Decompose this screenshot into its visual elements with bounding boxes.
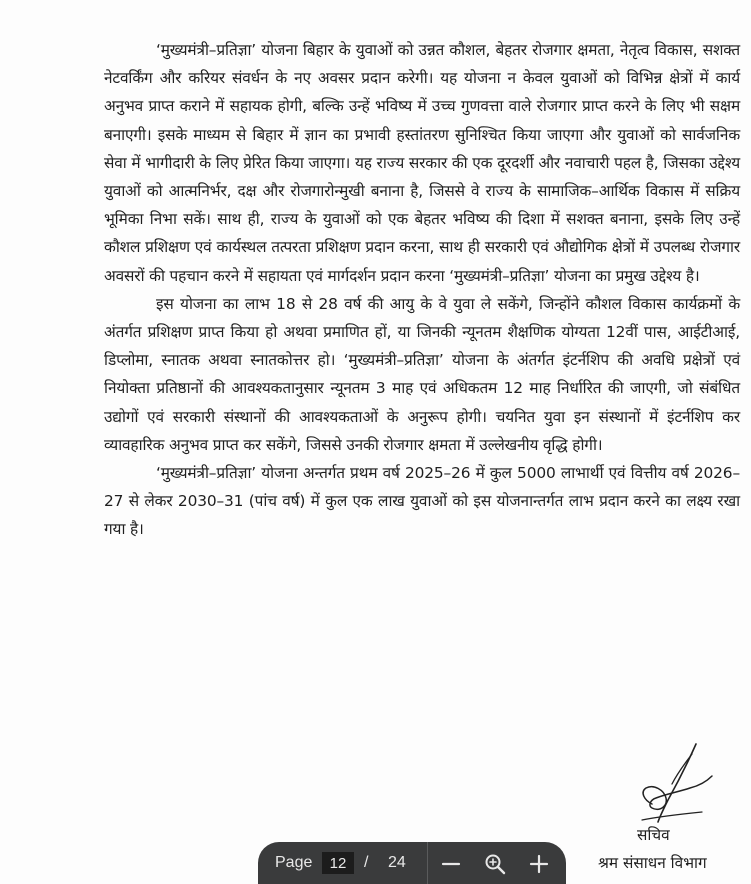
signature-block: [560, 740, 750, 880]
pdf-page-toolbar: [258, 842, 566, 884]
paragraph-1: ‘मुख्यमंत्री–प्रतिज्ञा’ योजना बिहार के युवाओं को उन्नत कौशल, बेहतर रोजगार क्षमता, नेतृत्व विकास, सशक्त नेटवर्किंग और करियर संवर्धन के नए अवसर प्रदान करेगी। यह योजना न केवल युवाओं को विभिन्न क्षेत्रों में कार्य अनुभव प्राप्त कराने में सहायक होगी, बल्कि उन्हें भविष्य में उच्च गुणवत्ता वाले रोजगार प्राप्त करने के लिए भी सक्षम बनाएगी। इसके माध्यम से बिहार में ज्ञान का प्रभावी हस्तांतरण सुनिश्चित किया जाएगा और युवाओं को सार्वजनिक सेवा में भागीदारी के लिए प्रेरित किया जाएगा। यह राज्य सरकार की एक दूरदर्शी और नवाचारी पहल है, जिसका उद्देश्य युवाओं को आत्मनिर्भर, दक्ष और रोजगारोन्मुखी बनाना है, जिससे वे राज्य के सामाजिक–आर्थिक विकास में सक्रिय भूमिका निभा सकें। साथ ही, राज्य के युवाओं को एक बेहतर भविष्य की दिशा में सशक्त बनाना, इसके लिए उन्हें कौशल प्रशिक्षण एवं कार्यस्थल तत्परता प्रशिक्षण प्रदान करना, साथ ही सरकारी एवं औद्योगिक क्षेत्रों में उपलब्ध रोजगार अवसरों की पहचान करने में सहायता एवं मार्गदर्शन प्रदान करना ‘मुख्यमंत्री–प्रतिज्ञा’ योजना का प्रमुख उद्देश्य है।: [104, 41, 740, 285]
minus-icon: [438, 851, 464, 877]
total-pages: 24: [388, 854, 406, 871]
magnifier-icon: [482, 851, 508, 877]
paragraph-3: ‘मुख्यमंत्री–प्रतिज्ञा’ योजना अन्तर्गत प्रथम वर्ष 2025–26 में कुल 5000 लाभार्थी एवं वित्तीय वर्ष 2026–27 से लेकर 2030–31 (पांच वर्ष) में कुल एक लाख युवाओं को इस योजनान्तर्गत लाभ प्रदान करने का लक्ष्य रखा गया है।: [104, 464, 740, 539]
handwritten-signature: [638, 742, 714, 826]
paragraph-2: इस योजना का लाभ 18 से 28 वर्ष की आयु के वे युवा ले सकेंगे, जिन्होंने कौशल विकास कार्यक्रमों के अंतर्गत प्रशिक्षण प्राप्त किया हो अथवा प्रमाणित हों, या जिनकी न्यूनतम शैक्षणिक योग्यता 12वीं पास, आईटीआई, डिप्लोमा, स्नातक अथवा स्नातकोत्तर हो। ‘मुख्यमंत्री–प्रतिज्ञा’ योजना के अंतर्गत इंटर्नशिप की अवधि प्रक्षेत्रों एवं नियोक्ता प्रतिष्ठानों की आवश्यकतानुसार न्यूनतम 3 माह एवं अधिकतम 12 माह निर्धारित की जाएगी, जो संबंधित उद्योगों एवं सरकारी संस्थानों की आवश्यकताओं के अनुरूप होगी। चयनित युवा इन संस्थानों में इंटर्नशिप कर व्यावहारिक अनुभव प्राप्त कर सकेंगे, जिससे उनकी रोजगार क्षमता में उल्लेखनीय वृद्धि होगी।: [104, 294, 740, 454]
signatory-department: श्रम संसाधन विभाग: [598, 854, 707, 872]
page-label: Page: [275, 854, 313, 871]
signatory-title: सचिव: [637, 826, 670, 844]
zoom-out-button[interactable]: [438, 851, 464, 877]
zoom-in-button[interactable]: [526, 851, 552, 877]
zoom-fit-button[interactable]: [482, 851, 508, 877]
page-number-input[interactable]: [322, 852, 354, 874]
toolbar-divider: [427, 842, 428, 884]
document-body: [104, 36, 740, 544]
page-separator: /: [364, 854, 369, 871]
plus-icon: [526, 851, 552, 877]
